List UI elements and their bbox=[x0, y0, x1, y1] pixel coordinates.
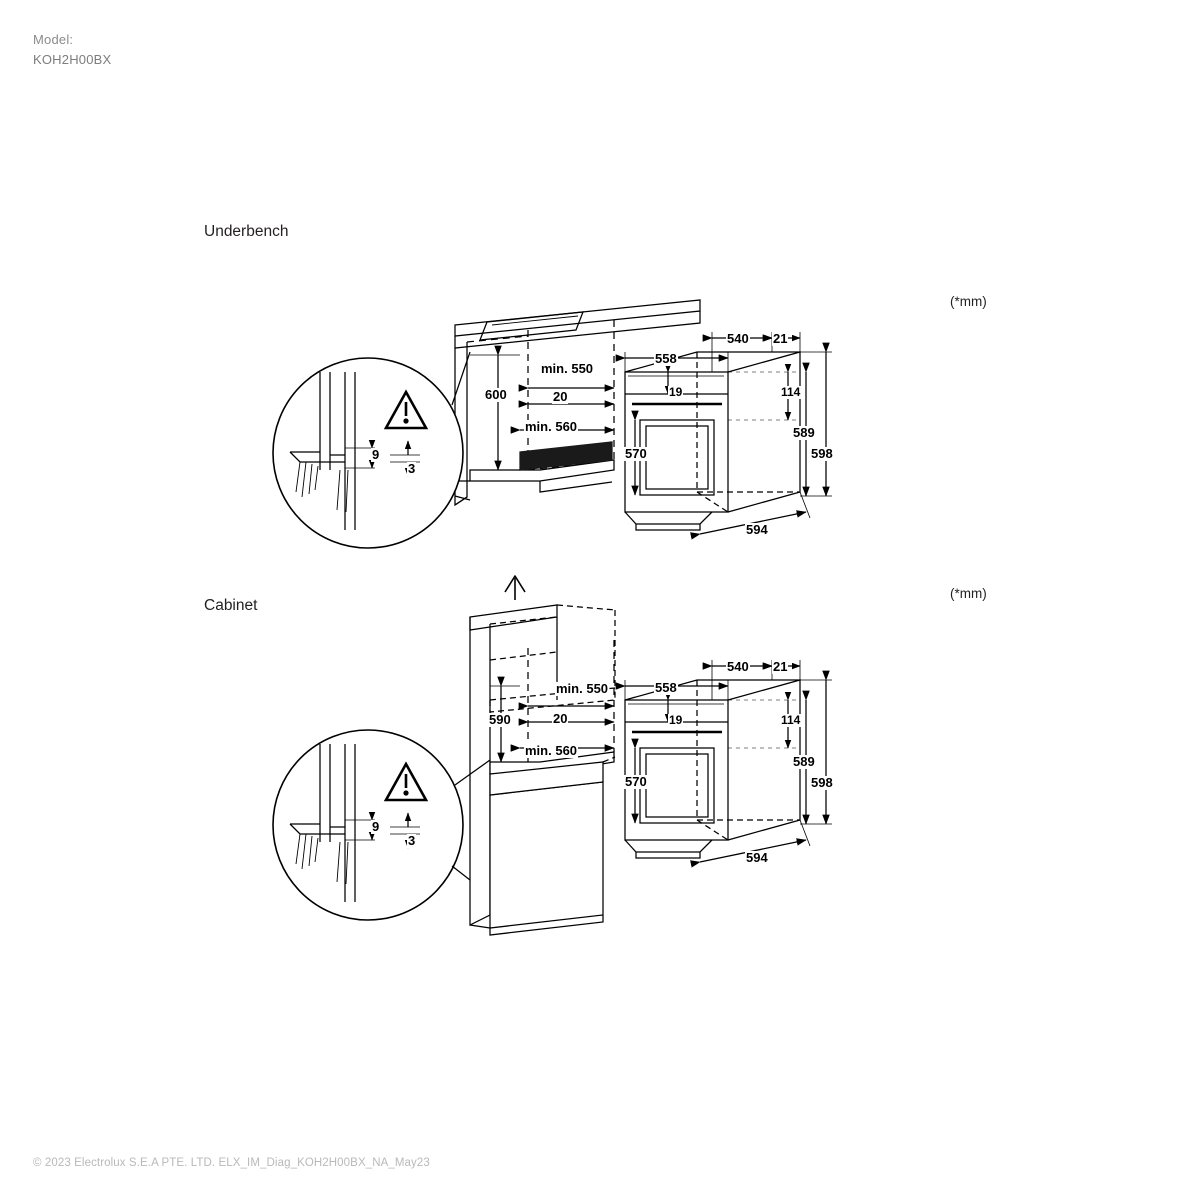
dim-underbench-rear-gap: 20 bbox=[553, 389, 568, 404]
dim-underbench-door-height: 570 bbox=[625, 446, 647, 461]
dim-underbench-panel-height: 114 bbox=[781, 385, 801, 399]
dim-underbench-front-width: 558 bbox=[655, 351, 677, 366]
unit-note-cabinet: (*mm) bbox=[950, 586, 987, 601]
dim-underbench-body-height: 589 bbox=[793, 425, 815, 440]
unit-note-underbench: (*mm) bbox=[950, 294, 987, 309]
dim-cabinet-top-trim: 19 bbox=[669, 713, 683, 727]
dim-underbench-detail-gap: 3 bbox=[408, 461, 416, 476]
dim-cabinet-cavity-depth-min: min. 550 bbox=[556, 681, 609, 696]
dim-cabinet-rear-gap: 20 bbox=[553, 711, 568, 726]
dim-underbench-total-height: 598 bbox=[811, 446, 833, 461]
dim-cabinet-cavity-height: 590 bbox=[489, 712, 511, 727]
dim-cabinet-depth: 594 bbox=[746, 850, 768, 865]
dim-cabinet-total-height: 598 bbox=[811, 775, 833, 790]
dim-underbench-depth: 594 bbox=[746, 522, 768, 537]
section-title-cabinet: Cabinet bbox=[204, 597, 258, 614]
dim-underbench-cavity-width-min: min. 560 bbox=[525, 419, 578, 434]
dim-cabinet-detail-gap: 3 bbox=[408, 833, 416, 848]
dim-cabinet-body-height: 589 bbox=[793, 754, 815, 769]
dim-cabinet-cavity-width-min: min. 560 bbox=[525, 743, 578, 758]
model-label: Model: bbox=[33, 32, 74, 47]
section-title-underbench: Underbench bbox=[204, 223, 289, 240]
dim-underbench-side-clearance: 21 bbox=[773, 331, 788, 346]
dim-underbench-top-trim: 19 bbox=[669, 385, 683, 399]
dim-underbench-cavity-depth-min: min. 550 bbox=[541, 361, 594, 376]
dim-cabinet-door-height: 570 bbox=[625, 774, 647, 789]
dim-underbench-cavity-height: 600 bbox=[485, 387, 507, 402]
dim-underbench-detail-overhang: 9 bbox=[372, 447, 380, 462]
dim-cabinet-detail-overhang: 9 bbox=[372, 819, 380, 834]
dim-cabinet-side-clearance: 21 bbox=[773, 659, 788, 674]
dim-cabinet-front-width: 558 bbox=[655, 680, 677, 695]
copyright-footer: © 2023 Electrolux S.E.A PTE. LTD. ELX_IM_Diag_KOH2H00BX_NA_May23 bbox=[33, 1157, 430, 1169]
dim-cabinet-body-width: 540 bbox=[727, 659, 749, 674]
dim-underbench-body-width: 540 bbox=[727, 331, 749, 346]
dim-cabinet-panel-height: 114 bbox=[781, 713, 801, 727]
model-number: KOH2H00BX bbox=[33, 51, 112, 67]
